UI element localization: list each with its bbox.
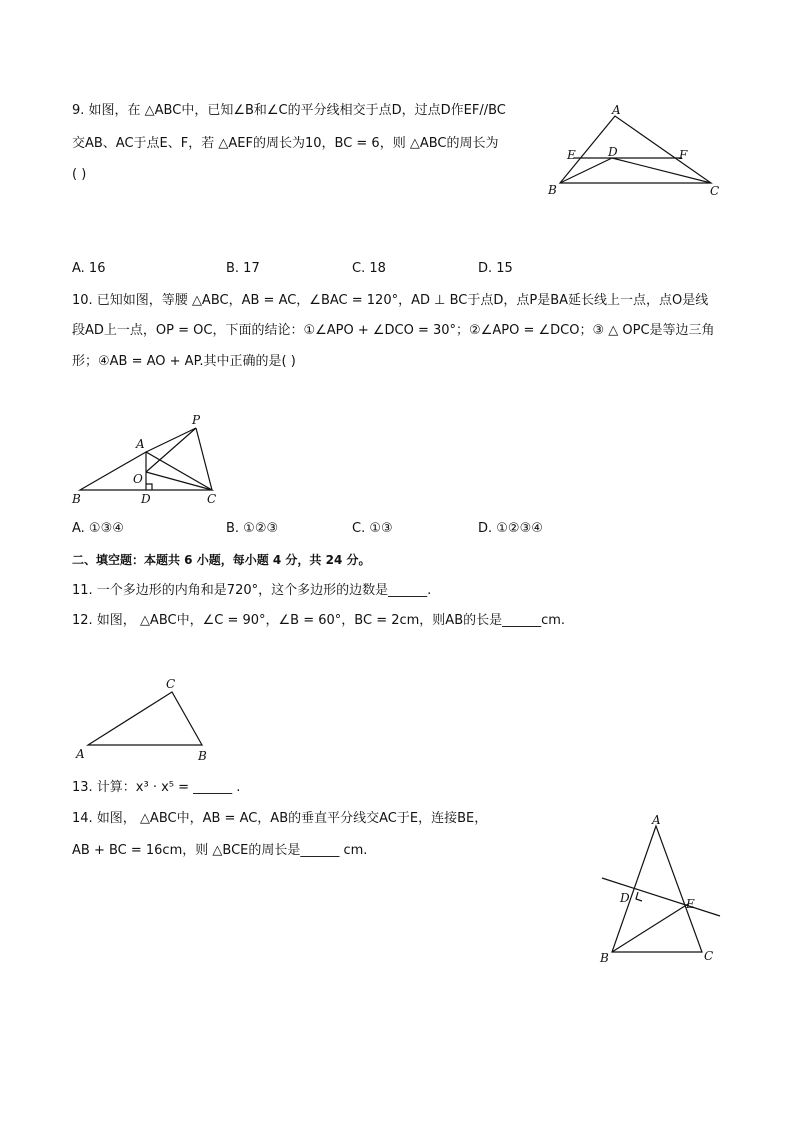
q9-label-d: D	[608, 145, 618, 159]
q12-text: 12. 如图， △ABC中，∠C = 90°，∠B = 60°，BC = 2cm，则AB的长是______cm.	[72, 613, 566, 628]
q10-text-line1: 10. 已知如图，等腰 △ABC，AB = AC，∠BAC = 120°，AD ⊥ BC于点D，点P是BA延长线上一点，点O是线	[72, 293, 709, 308]
q9-option-c: C. 18	[352, 261, 386, 276]
q9-option-b: B. 17	[226, 261, 260, 276]
q14-label-b: B	[600, 951, 609, 965]
q14-label-c: C	[704, 949, 714, 963]
q9-figure	[540, 104, 730, 200]
q12-label-a: A	[76, 747, 85, 761]
q12-label-b: B	[198, 749, 207, 763]
q9-label-f: F	[679, 148, 688, 162]
q14-text-line1: 14. 如图， △ABC中，AB = AC，AB的垂直平分线交AC于E，连接BE，	[72, 811, 488, 826]
q10-text-line3: 形；④AB = AO + AP.其中正确的是( )	[72, 354, 296, 369]
q9-label-b: B	[548, 183, 557, 197]
q14-label-e: E	[686, 897, 695, 911]
q13-text: 13. 计算：x³ · x⁵ = ______ .	[72, 780, 241, 795]
q10-figure	[70, 412, 230, 508]
q10-option-b: B. ①②③	[226, 521, 279, 536]
q10-option-c: C. ①③	[352, 521, 393, 536]
q12-label-c: C	[166, 677, 176, 691]
q10-option-a: A. ①③④	[72, 521, 124, 536]
q10-label-d: D	[141, 492, 151, 506]
q9-label-e: E	[567, 148, 576, 162]
q10-label-c: C	[207, 492, 217, 506]
q9-option-a: A. 16	[72, 261, 106, 276]
q14-label-d: D	[620, 891, 630, 905]
q14-figure	[596, 812, 726, 964]
q9-label-c: C	[710, 184, 720, 198]
q10-label-a: A	[136, 437, 145, 451]
q10-label-b: B	[72, 492, 81, 506]
q9-option-d: D. 15	[478, 261, 513, 276]
q9-text-line1: 9. 如图，在 △ABC中，已知∠B和∠C的平分线相交于点D，过点D作EF//BC	[72, 103, 506, 118]
q10-label-p: P	[192, 413, 201, 427]
section-heading: 二、填空题：本题共 6 小题，每小题 4 分，共 24 分。	[72, 553, 371, 567]
q14-text-line2: AB + BC = 16cm，则 △BCE的周长是______ cm.	[72, 843, 368, 858]
q9-text-line3: ( )	[72, 167, 87, 182]
q10-label-o: O	[133, 472, 143, 486]
q14-label-a: A	[652, 813, 661, 827]
q12-figure	[72, 676, 212, 762]
q9-text-line2: 交AB、AC于点E、F，若 △AEF的周长为10，BC = 6，则 △ABC的周长为	[72, 136, 499, 151]
q10-option-d: D. ①②③④	[478, 521, 543, 536]
q10-text-line2: 段AD上一点，OP = OC，下面的结论：①∠APO + ∠DCO = 30°；②∠APO = ∠DCO；③ △ OPC是等边三角	[72, 323, 715, 338]
q11-text: 11. 一个多边形的内角和是720°，这个多边形的边数是______.	[72, 583, 432, 598]
q9-label-a: A	[612, 103, 621, 117]
